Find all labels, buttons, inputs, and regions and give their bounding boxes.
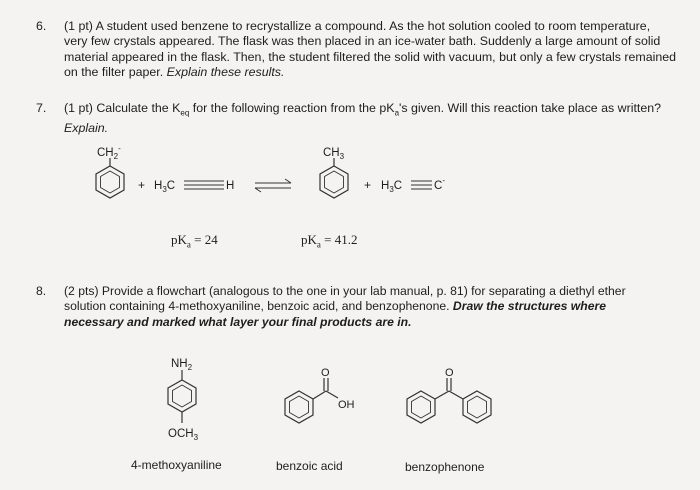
methoxy-label: $OCH_3$ xyxy=(168,428,199,442)
structures xyxy=(0,348,700,468)
amine-label: $NH_2$ xyxy=(171,358,193,372)
benzoic-acid-structure xyxy=(285,378,338,423)
question-text xyxy=(64,101,661,136)
triple-bond xyxy=(184,181,224,189)
pka-value: = 41.2 xyxy=(320,232,358,247)
text-line xyxy=(64,65,676,80)
text-line: material appeared in the flask. Then, the student filtered the solid with vacuum, but only a few crystals remained xyxy=(64,49,677,64)
benzene-ring-methoxyaniline xyxy=(168,370,196,423)
question-text xyxy=(64,19,676,81)
question-7 xyxy=(36,101,696,135)
label-benzophenone: benzophenone xyxy=(405,460,485,474)
text-line xyxy=(64,101,661,121)
pka-symbol: pK xyxy=(171,232,187,247)
question-8 xyxy=(36,284,696,332)
text-fragment: (1 pt) Calculate the K xyxy=(64,101,181,115)
ch3-label: $CH_3$ xyxy=(323,147,345,161)
benzene-ring-left xyxy=(96,158,124,198)
subscript: eq xyxy=(180,108,190,118)
text-line: Explain. xyxy=(64,120,109,135)
question-number: 6. xyxy=(36,19,47,33)
carbanion-label: C- xyxy=(434,176,445,192)
pka-right xyxy=(301,232,357,250)
question-text xyxy=(64,284,626,330)
ketone-oxygen-label: O xyxy=(445,367,454,379)
subscript: a xyxy=(186,239,191,250)
text-fragment: for the following reaction from the pK xyxy=(189,101,395,115)
propynide-label: $H_3C$ xyxy=(381,180,403,194)
subscript: a xyxy=(394,108,400,118)
emphasis-text: Draw the structures where xyxy=(452,299,606,314)
benzophenone-structure xyxy=(407,378,491,423)
pka-left xyxy=(171,232,218,250)
question-number: 7. xyxy=(36,101,47,115)
carbonyl-oxygen-label: O xyxy=(321,367,330,379)
text-fragment: on the filter paper. xyxy=(64,65,164,80)
question-number: 8. xyxy=(36,284,47,298)
alkyne-h-label: H xyxy=(226,180,235,192)
text-line: (1 pt) A student used benzene to recrystallize a compound. As the hot solution cooled to room temperature, xyxy=(64,19,651,33)
benzene-ring-toluene xyxy=(320,158,348,198)
plus-sign: + xyxy=(138,178,146,192)
pka-symbol: pK xyxy=(301,232,317,247)
label-benzoic-acid: benzoic acid xyxy=(276,459,343,473)
propyne-label: $H_3C$ xyxy=(154,180,176,194)
reaction-scheme xyxy=(0,140,700,270)
text-line: (2 pts) Provide a flowchart (analogous to the one in your lab manual, p. 81) for separating a diethyl ether xyxy=(64,284,626,298)
hydroxyl-label: OH xyxy=(338,399,355,411)
plus-sign: + xyxy=(364,178,372,192)
triple-bond xyxy=(411,181,432,189)
emphasis-text: Explain these results. xyxy=(166,65,285,80)
subscript: a xyxy=(316,239,321,250)
text-fragment: 's given. Will this reaction take place as written? xyxy=(399,101,662,115)
label-4-methoxyaniline: 4-methoxyaniline xyxy=(131,458,222,472)
text-fragment: solution containing 4-methoxyaniline, benzoic acid, and benzophenone. xyxy=(64,299,450,314)
pka-value: = 24 xyxy=(190,232,218,247)
ch2-anion-label: $CH_2^-$ xyxy=(97,144,121,161)
equilibrium-arrow xyxy=(255,179,291,192)
text-line: necessary and marked what layer your final products are in. xyxy=(64,314,412,329)
text-line xyxy=(64,299,626,314)
text-line: very few crystals appeared. The flask was then placed in an ice-water bath. Suddenly a large amount of solid xyxy=(64,34,661,49)
question-6 xyxy=(36,19,696,89)
